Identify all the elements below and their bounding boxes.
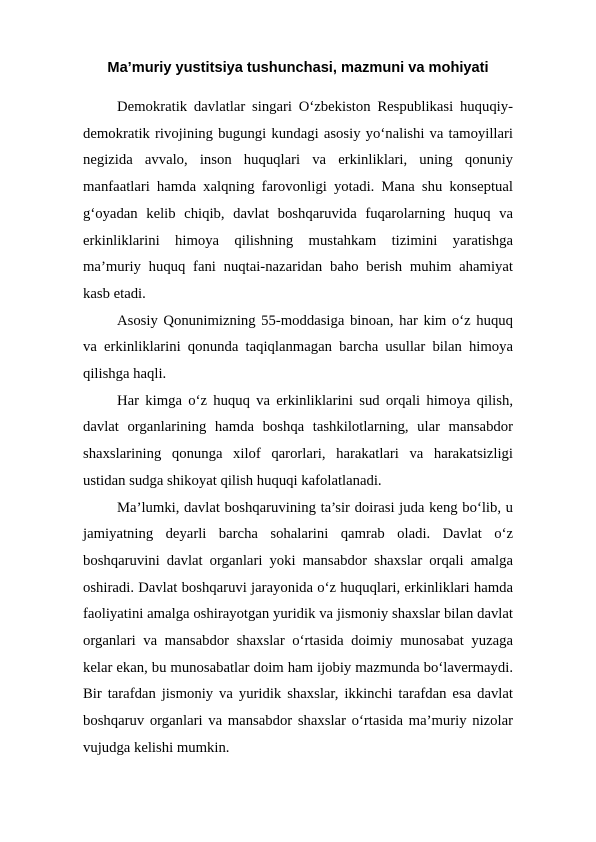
document-title: Ma’muriy yustitsiya tushunchasi, mazmuni va mohiyati [107,60,489,76]
paragraph-1: Demokratik davlatlar singari O‘zbekiston Respublikasi huquqiy-demokratik rivojining bugungi kundagi asosiy yo‘nalishi va tamoyillari negizida avvalo, inson huquqlari va erkinliklari, uning qonuniy manfaatlari hamda xalqning farovonligi yotadi. Mana shu konseptual g‘oyadan kelib chiqib, davlat boshqaruvida fuqarolarning huquq va erkinliklarini himoya qilishning mustahkam tizimini yaratishga ma’muriy huquq fani nuqtai-nazaridan baho berish muhim ahamiyat kasb etadi. [83,99,513,302]
paragraph-3: Har kimga o‘z huquq va erkinliklarini sud orqali himoya qilish, davlat organlarining hamda boshqa tashkilotlarning, ular mansabdor shaxslarining qonunga xilof qarorlari, harakatlari va harakatsizligi ustidan sudga shikoyat qilish huquqi kafolatlanadi. [83,392,513,489]
paragraph-4: Ma’lumki, davlat boshqaruvining ta’sir doirasi juda keng bo‘lib, u jamiyatning deyarli barcha sohalarini qamrab oladi. Davlat o‘z boshqaruvini davlat organlari yoki mansabdor shaxslar orqali amalga oshiradi. Davlat boshqaruvi jarayonida o‘z huquqlari, erkinliklari hamda faoliyatini amalga oshirayotgan yuridik va jismoniy shaxslar bilan davlat organlari va mansabdor shaxslar o‘rtasida doimiy munosabat yuzaga kelar ekan, bu munosabatlar doim ham ijobiy mazmunda bo‘lavermaydi. Bir tarafdan jismoniy va yuridik shaxslar, ikkinchi tarafdan esa davlat boshqaruv organlari va mansabdor shaxslar o‘rtasida ma’muriy nizolar vujudga kelishi mumkin. [83,499,513,756]
paragraph-2: Asosiy Qonunimizning 55-moddasiga binoan, har kim o‘z huquq va erkinliklarini qonunda taqiqlanmagan barcha usullar bilan himoya qilishga haqli. [83,312,513,383]
document-body [83,94,513,762]
